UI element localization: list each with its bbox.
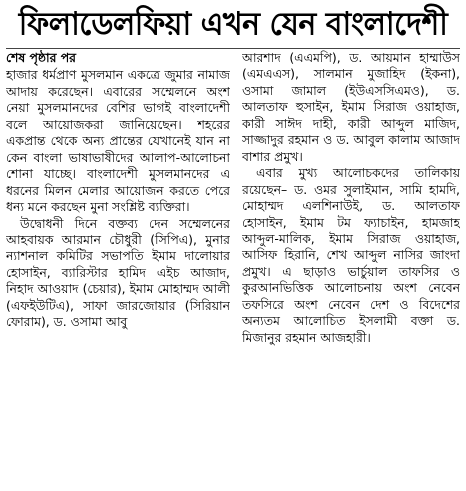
headline-divider	[6, 48, 460, 49]
right-paragraph-2: এবার মুখ্য আলোচকদের তালিকায় রয়েছেন– ড. ওমর সুলাইমান, সামি হামদি, মোহাম্মদ এলশিনাউই, ড. আলতাফ হোসাইন, ইমাম টম ফ্যাচাইন, হামজাহ আব্দুল-মালিক, ইমাম সিরাজ ওয়াহাজ, আসিফ হিরানি, শেখ আব্দুল নাসির জাংদা প্রমুখ। এ ছাড়াও ভার্চুয়াল তাফসির ও কুরআনভিত্তিক আলোচনায় অংশ নেবেন তফসিরে অংশ নেবেন দেশ ও বিদেশের অন্যতম আলোচিত ইসলামী বক্তা ড. মিজানুর রহমান আজহারী।	[242, 165, 460, 345]
article-column-left	[6, 50, 230, 486]
right-paragraph-1: আরশাদ (এএমপি), ড. আয়মান হাম্মাউস (এমএএস), সালমান মুজাহিদ (ইকনা), ওসামা জামাল (ইউএসসিএমও), ড. আলতাফ হুসাইন, ইমাম সিরাজ ওয়াহাজ, কারী সাঈদ দাহী, কারী আব্দুল মাজিদ, সাজ্জাদুর রহমান ও ড. আবুল কালাম আজাদ বাশার প্রমুখ।	[242, 50, 460, 164]
continuation-kicker: শেষ পৃষ্ঠার পর	[6, 50, 76, 65]
left-paragraph-1: হাজার ধর্মপ্রাণ মুসলমান একত্রে জুমার নামাজ আদায় করেছেন। এবারের সম্মেলনে অংশ নেয়া মুসলমানদের বেশির ভাগই বাংলাদেশী বলে আয়োজকরা জানিয়েছেন। শহরের একপ্রান্ত থেকে অন্য প্রান্তের যেখানেই যান না কেন বাংলা ভাষাভাষীদের আলাপ-আলোচনা শোনা যাচ্ছে। বাংলাদেশী মুসলমানদের এ ধরনের মিলন মেলার আয়োজন করতে পেরে ধন্য মনে করছেন মুনা সংশ্লিষ্ট ব্যক্তিরা।	[6, 67, 230, 215]
article-headline: ফিলাডেলফিয়া এখন যেন বাংলাদেশী	[18, 6, 448, 43]
article-column-right	[242, 50, 460, 486]
left-paragraph-2: উদ্বোধনী দিনে বক্তব্য দেন সম্মেলনের আহবায়ক আরমান চৌধুরী (সিপিএ), মুনার ন্যাশনাল কমিটির সভাপতি ইমাম দালোয়ার হোসাইন, ব্যারিস্টার হামিদ এইচ আজাদ, নিহাদ আওয়াদ (চেয়ার), ইমাম মোহাম্মদ আলী (এফইউটিএ), সাফা জারজোয়ার (সিরিয়ান ফোরাম), ড. ওসামা আবু	[6, 215, 230, 330]
